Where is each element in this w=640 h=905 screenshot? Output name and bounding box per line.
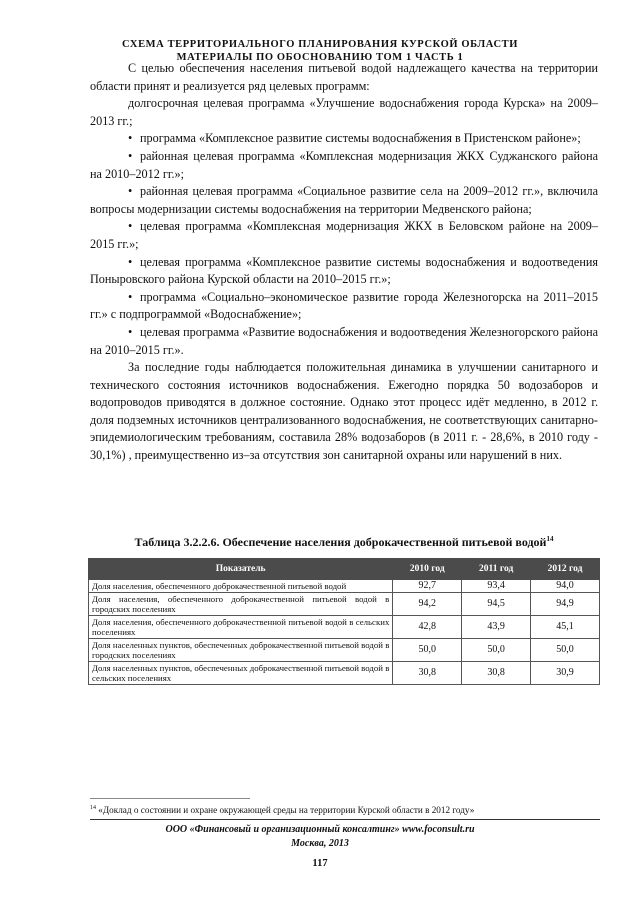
value-cell: 94,0 (531, 580, 600, 593)
indicator-cell: Доля населения, обеспеченного доброкачественной питьевой водой (89, 580, 393, 593)
column-header: Показатель (89, 559, 393, 580)
value-cell: 94,9 (531, 593, 600, 616)
program-item: • целевая программа «Комплексное развитие системы водоснабжения и водоотведения Поныровского района Курской области на 2010–2015 гг.»; (90, 254, 598, 287)
value-cell: 30,8 (393, 662, 462, 685)
table-row (89, 639, 600, 662)
intro-paragraph: С целью обеспечения населения питьевой водой надлежащего качества на территории области принят и реализуется ряд целевых программ: (90, 61, 598, 93)
indicator-cell: Доля населения, обеспеченного доброкачественной питьевой водой в сельских поселениях (89, 616, 393, 639)
column-header: 2012 год (531, 559, 600, 580)
footer-city: Москва, 2013 (291, 838, 349, 849)
bullet-icon: • (128, 219, 133, 234)
footnote (90, 805, 610, 815)
bullet-icon: • (128, 148, 133, 163)
column-header: 2010 год (393, 559, 462, 580)
bullet-icon: • (128, 254, 133, 269)
program-item: • районная целевая программа «Социальное развитие села на 2009–2012 гг.», включила вопросы модернизации системы водоснабжения на территории Медвенского района; (90, 184, 598, 216)
footnote-number: 14 (90, 805, 96, 811)
bullet-icon: • (128, 184, 133, 199)
value-cell: 50,0 (462, 639, 531, 662)
header-title: СХЕМА ТЕРРИТОРИАЛЬНОГО ПЛАНИРОВАНИЯ КУРСКОЙ ОБЛАСТИ (121, 39, 519, 50)
body-text (90, 60, 598, 465)
program-item: • целевая программа «Комплексная модернизация ЖКХ в Беловском районе на 2009–2015 гг.»; (90, 219, 598, 251)
value-cell: 45,1 (531, 616, 600, 639)
footer-company: ООО «Финансовый и организационный консалтинг» www.foconsult.ru (165, 824, 475, 835)
value-cell: 94,2 (393, 593, 462, 616)
bullet-icon: • (128, 289, 133, 304)
table-caption: Таблица 3.2.2.6. Обеспечение населения доброкачественной питьевой водой$^{14}$ (134, 535, 554, 549)
table-header-row (89, 559, 600, 580)
value-cell: 30,9 (531, 662, 600, 685)
table-row (89, 616, 600, 639)
value-cell: 93,4 (462, 580, 531, 593)
indicator-cell: Доля населения, обеспеченного доброкачественной питьевой водой в городских поселениях (89, 593, 393, 616)
indicator-cell: Доля населенных пунктов, обеспеченных доброкачественной питьевой водой в сельских поселениях (89, 662, 393, 685)
bullet-icon: • (128, 324, 133, 339)
table-row (89, 580, 600, 593)
value-cell: 30,8 (462, 662, 531, 685)
program-item: • целевая программа «Развитие водоснабжения и водоотведения Железногорского района на 2010–2015 гг.». (90, 324, 598, 357)
footnote-ref[interactable]: 14 (546, 535, 554, 543)
indicator-cell: Доля населенных пунктов, обеспеченных доброкачественной питьевой водой в городских поселениях (89, 639, 393, 662)
value-cell: 43,9 (462, 616, 531, 639)
value-cell: 42,8 (393, 616, 462, 639)
program-item: • программа «Комплексное развитие системы водоснабжения в Пристенском районе»; (90, 130, 598, 148)
footnote-text: «Доклад о состоянии и охране окружающей среды на территории Курской области в 2012 году» (98, 805, 475, 816)
column-header: 2011 год (462, 559, 531, 580)
dynamics-paragraph: За последние годы наблюдается положительная динамика в улучшении санитарного и технического состояния источников водоснабжения. Ежегодно порядка 50 водозаборов и водопроводов приводятся в должное состояние. Однако этот процесс идёт медленно, в 2012 г. доля подземных источников централизованного водоснабжения, не соответствующих санитарно-эпидемиологическим требованиям, составила 28% водозаборов (в 2011 г. - 28,6%, в 2010 году - 30,1%) , преимущественно из–за отсутствия зон санитарной охраны или нарушений в них. (90, 360, 598, 463)
value-cell: 50,0 (393, 639, 462, 662)
program-long: долгосрочная целевая программа «Улучшение водоснабжения города Курска» на 2009–2013 гг.; (90, 96, 598, 128)
value-cell: 50,0 (531, 639, 600, 662)
program-item: • районная целевая программа «Комплексная модернизация ЖКХ Суджанского района на 2010–2012 гг.»; (90, 148, 598, 181)
program-item: • программа «Социально–экономическое развитие города Железногорска на 2011–2015 гг.» с подпрограммой «Водоснабжение»; (90, 289, 598, 322)
header-subtitle: МАТЕРИАЛЫ ПО ОБОСНОВАНИЮ ТОМ 1 ЧАСТЬ 1 (176, 52, 464, 63)
water-quality-table (88, 558, 600, 685)
value-cell: 92,7 (393, 580, 462, 593)
table-row (89, 593, 600, 616)
footer-divider (90, 819, 600, 820)
footnote-divider (90, 798, 250, 799)
value-cell: 94,5 (462, 593, 531, 616)
bullet-icon: • (128, 131, 133, 146)
page-number: 117 (312, 858, 328, 869)
table-row (89, 662, 600, 685)
